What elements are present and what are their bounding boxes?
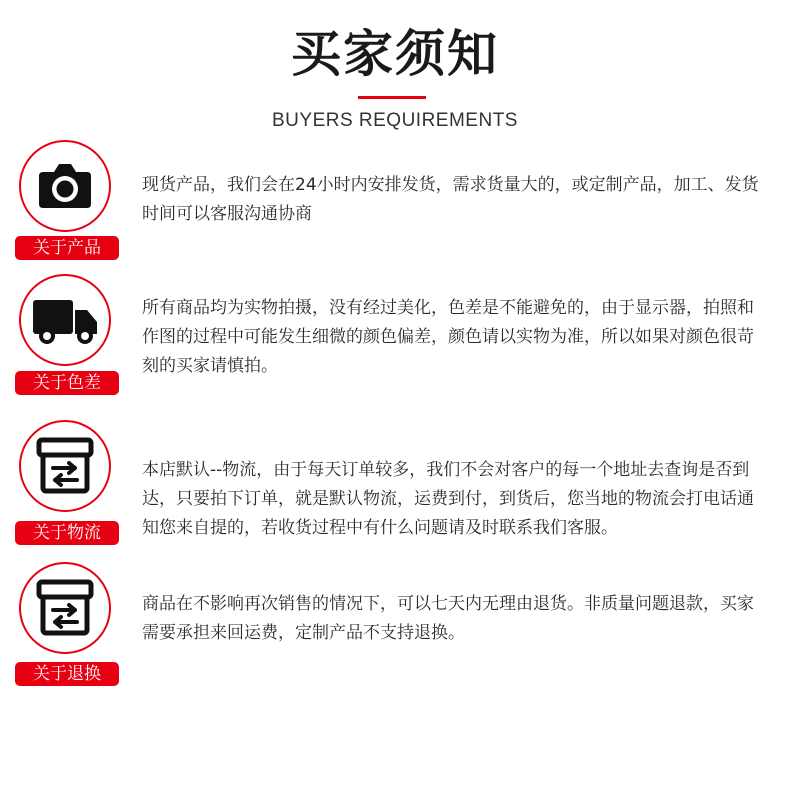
section-text: 本店默认--物流，由于每天订单较多，我们不会对客户的每一个地址去查询是否到达，只要拍下订单，就是默认物流，运费到付，到货后，您当地的物流会打电话通知您来自提的，若收货过程中有什么问题请及时联系我们客服。 <box>142 460 754 538</box>
exchange-box-icon <box>21 564 109 652</box>
section-text: 商品在不影响再次销售的情况下，可以七天内无理由退货。非质量问题退款，买家需要承担来回运费，定制产品不支持退换。 <box>142 594 754 643</box>
section-color <box>0 272 790 402</box>
exchange-box-icon <box>21 422 109 510</box>
section-label: 关于色差 <box>15 371 119 395</box>
page-subtitle: BUYERS REQUIREMENTS <box>272 110 518 131</box>
section-text: 现货产品，我们会在24小时内安排发货，需求货量大的，或定制产品，加工、发货时间可以客服沟通协商 <box>142 175 759 224</box>
section-label: 关于物流 <box>15 521 119 545</box>
section-label: 关于产品 <box>15 236 119 260</box>
title-underline <box>358 96 426 99</box>
section-text: 所有商品均为实物拍摄，没有经过美化，色差是不能避免的，由于显示器，拍照和作图的过程中可能发生细微的颜色偏差，颜色请以实物为准，所以如果对颜色很苛刻的买家请慎拍。 <box>142 298 754 376</box>
exchange-box-icon-circle <box>19 562 111 654</box>
exchange-box-icon-circle <box>19 420 111 512</box>
camera-icon <box>21 142 109 230</box>
truck-icon-circle <box>19 274 111 366</box>
section-logistics <box>0 418 790 548</box>
section-product <box>0 138 790 268</box>
camera-icon-circle <box>19 140 111 232</box>
delivery-truck-icon <box>21 276 109 364</box>
section-returns <box>0 560 790 690</box>
section-label: 关于退换 <box>15 662 119 686</box>
page-title: 买家须知 <box>291 25 499 83</box>
